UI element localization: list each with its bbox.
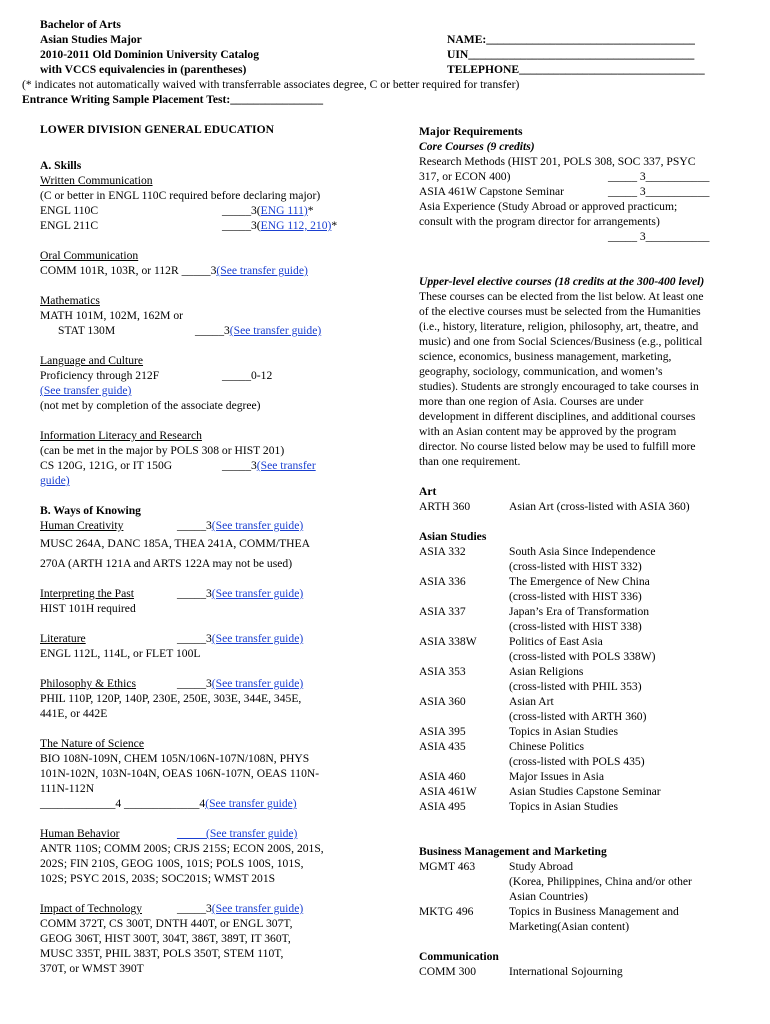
transfer-link[interactable]: (See transfer guide) — [216, 264, 308, 277]
course-row: MKTG 496 Topics in Business Management and Marketing(Asian content) — [419, 905, 679, 933]
written-row-2: ENGL 211C _____3( ENG 112, 210) * — [40, 219, 338, 232]
science-title: The Nature of Science — [40, 737, 144, 750]
written-note: (C or better in ENGL 110C required before declaring major) — [40, 189, 321, 202]
course-row: COMM 300 International Sojourning — [419, 965, 623, 978]
written-row-1: ENGL 110C _____3( ENG 111) * — [40, 204, 314, 217]
elective-description: These courses can be elected from the list below. At least one of the elective courses must be selected from the Humanities (i.e., history, literature, religion, philosophy, art, theatre, and music) and one from Social Sciences/Business (e.g., political science, economics, business management, marketing, geography, sociology, communication, and women’s studies). Students are strongly encouraged to take courses in more than one region of Asia. Courses are under development in different disciplines, and additional courses with an Asian content may be approved by the program director. No course listed below may be used to fulfill more than one requirement. — [419, 290, 704, 468]
technology-title: Impact of Technology — [40, 902, 142, 915]
transfer-link[interactable]: (See transfer — [256, 459, 316, 472]
header-left — [40, 17, 259, 77]
transfer-link[interactable]: (See transfer guide) — [211, 632, 304, 645]
behavior-title: Human Behavior — [40, 827, 120, 840]
skills-heading: A. Skills — [40, 159, 82, 172]
info-literacy-title: Information Literacy and Research — [40, 429, 202, 442]
major-requirements-title: Major Requirements — [419, 125, 523, 138]
course-row: ASIA 332 South Asia Since Independence (cross-listed with HIST 332) — [419, 545, 656, 573]
creativity-title: Human Creativity — [40, 519, 124, 532]
placement-test[interactable]: Entrance Writing Sample Placement Test:________________ — [22, 93, 323, 106]
literature-title: Literature — [40, 632, 86, 645]
course-row: ASIA 360 Asian Art (cross-listed with ARTH 360) — [419, 695, 647, 723]
transfer-link[interactable]: (See transfer guide) — [211, 677, 304, 690]
course-row: ARTH 360 Asian Art (cross-listed with ASIA 360) — [419, 500, 690, 513]
written-title: Written Communication — [40, 174, 153, 187]
major-title: Asian Studies Major — [40, 33, 142, 46]
course-row: ASIA 495 Topics in Asian Studies — [419, 800, 619, 813]
transfer-link[interactable]: (See transfer guide) — [205, 797, 297, 810]
language-title: Language and Culture — [40, 354, 144, 367]
math-row: STAT 130M _____3 (See transfer guide) — [58, 324, 322, 337]
degree-title: Bachelor of Arts — [40, 18, 121, 31]
course-row: MGMT 463 Study Abroad (Korea, Philippines, China and/or other Asian Countries) — [419, 860, 692, 903]
transfer-link[interactable]: (See transfer guide) — [205, 827, 298, 840]
lower-division-title: LOWER DIVISION GENERAL EDUCATION — [40, 123, 274, 136]
transfer-link[interactable]: (See transfer guide) — [229, 324, 322, 337]
communication-title: Communication — [419, 950, 499, 963]
transfer-link[interactable]: (See transfer guide) — [211, 902, 304, 915]
transfer-link[interactable]: ENG 111) — [260, 204, 308, 217]
oral-row: COMM 101R, 103R, or 112R _____3 (See transfer guide) — [40, 264, 308, 277]
core-blank[interactable]: _____ 3___________ — [608, 185, 710, 198]
transfer-link[interactable]: (See transfer guide) — [211, 587, 304, 600]
transfer-link[interactable]: (See transfer guide) — [40, 384, 132, 397]
ways-heading: B. Ways of Knowing — [40, 504, 141, 517]
right-column: Major Requirements Core Courses (9 credits) Research Methods (HIST 201, POLS 308, SOC 337, PSYC 317, or ECON 400) _____ 3___________ ASIA 461W Capstone Seminar _____ 3___________ Asia Experience (Study Abroad or approved practicum; consult with the program director for arrangements) _____ 3___________ Upper-level elective courses (18 credits at the 300-400 level) These courses can be elected from the list below. At least one of the elective courses must be selected from the Humanities (i.e., history, literature, religion, philosophy, art, theatre, and music) and one from Social Sciences/Business (e.g., political science, economics, business management, marketing, geography, sociology, communication, and women’s studies). Students are strongly encouraged to take courses in more than one region of Asia. Courses are under development in different disciplines, and additional courses with an Asian content may be approved by the program director. No course listed below may be used to fulfill more than one requirement. Art ARTH 360 Asian Art (cross-listed with ASIA 360) Asian Studies ASIA 332 South Asia Since Independence (cross-listed with HIST 332) ASIA 336 The Emergence of New China (cross-listed with HIST 336) ASIA 337 Japan’s Era of Transformation (cross-listed with HIST 338) ASIA 338W Politics of East Asia (cross-listed with POLS 338W) ASIA 353 Asian Religions (cross-listed with PHIL 353) ASIA 360 Asian Art (cross-listed with ARTH 360) ASIA 395 Topics in Asian Studies ASIA 435 Chinese Politics (cross-listed with POLS 435) ASIA 460 Major Issues in Asia ASIA 461W Asian Studies Capstone Seminar ASIA 495 Topics in Asian Studies Business Management and Marketing MGMT 463 Study Abroad (Korea, Philippines, China and/or other Asian Countries) MKTG 496 Topics in Business Management and Marketing(Asian content) Communication COMM 300 International Sojourning — [419, 124, 749, 979]
vccs-note: with VCCS equivalencies in (parentheses) — [40, 63, 247, 76]
art-title: Art — [419, 485, 437, 498]
transfer-link[interactable]: guide) — [40, 474, 70, 487]
course-row: ASIA 337 Japan’s Era of Transformation (cross-listed with HIST 338) — [419, 605, 650, 633]
course-row: ASIA 461W Asian Studies Capstone Seminar — [419, 785, 661, 798]
course-row: ASIA 336 The Emergence of New China (cross-listed with HIST 336) — [419, 575, 650, 603]
course-row: ASIA 435 Chinese Politics (cross-listed with POLS 435) — [419, 740, 645, 768]
transfer-link[interactable]: ENG 112, 210) — [260, 219, 332, 232]
transfer-link[interactable]: (See transfer guide) — [211, 519, 304, 532]
course-row: ASIA 460 Major Issues in Asia — [419, 770, 604, 783]
name-field[interactable]: NAME:____________________________________ — [447, 33, 695, 46]
core-blank[interactable]: _____ 3___________ — [608, 170, 710, 183]
course-row: ASIA 338W Politics of East Asia (cross-listed with POLS 338W) — [419, 635, 656, 663]
catalog-title: 2010-2011 Old Dominion University Catalog — [40, 48, 260, 61]
core-blank[interactable]: _____ 3___________ — [608, 230, 710, 243]
elective-title: Upper-level elective courses (18 credits at the 300-400 level) — [419, 275, 705, 288]
course-row: ASIA 353 Asian Religions (cross-listed with PHIL 353) — [419, 665, 642, 693]
uin-field[interactable]: UIN_______________________________________ — [447, 48, 695, 61]
course-row: ASIA 395 Topics in Asian Studies — [419, 725, 619, 738]
oral-title: Oral Communication — [40, 249, 139, 262]
transfer-note: (* indicates not automatically waived with transferrable associates degree, C or better required for transfer) — [22, 78, 520, 91]
asian-studies-title: Asian Studies — [419, 530, 487, 543]
telephone-field[interactable]: TELEPHONE________________________________ — [447, 63, 705, 76]
past-title: Interpreting the Past — [40, 587, 135, 600]
left-column: LOWER DIVISION GENERAL EDUCATION A. Skills Written Communication (C or better in ENGL 110C required before declaring major) ENGL 110C _____3( ENG 111) * ENGL 211C _____3( ENG 112, 210) * Oral Communication COMM 101R, 103R, or 112R _____3 (See transfer guide) Mathematics MATH 101M, 102M, 162M or STAT 130M _____3 (See transfer guide) Language and Culture Proficiency through 212F _____0-12 (See transfer guide) (not met by completion of the associate degree) Information Literacy and Research (can be met in the major by POLS 308 or HIST 201) CS 120G, 121G, or IT 150G _____3 (See transfer guide) B. Ways of Knowing Human Creativity _____3 (See transfer guide) MUSC 264A, DANC 185A, THEA 241A, COMM/THEA 270A (ARTH 121A and ARTS 122A may not be used) Interpreting the Past _____3 (See transfer guide) HIST 101H required Literature _____3 (See transfer guide) ENGL 112L, 114L, or FLET 100L Philosophy & Ethics _____3 (See transfer guide) PHIL 110P, 120P, 140P, 230E, 250E, 303E, 344E, 345E, 441E, or 442E The Nature of Science BIO 108N-109N, CHEM 105N/106N-107N/108N, PHYS 101N-102N, 103N-104N, OEAS 106N-107N, OEAS 110N- 111N-112N _____________4 _____________4 (See transfer guide) Human Behavior _____ (See transfer guide) ANTR 110S; COMM 200S; CRJS 215S; ECON 200S, 201S, 202S; FIN 210S, GEOG 100S, 101S; POLS 100S, 101S, 102S; PSYC 201S, 203S; SOC201S; WMST 201S Impact of Technology _____3 (See transfer guide) COMM 372T, CS 300T, DNTH 440T, or ENGL 307T, GEOG 306T, HIST 300T, 304T, 386T, 389T, IT 360T, MUSC 335T, PHIL 383T, POLS 350T, STEM 110T, 370T, or WMST 390T — [40, 122, 400, 976]
math-title: Mathematics — [40, 294, 100, 307]
business-title: Business Management and Marketing — [419, 845, 607, 858]
philosophy-title: Philosophy & Ethics — [40, 677, 136, 690]
header-right — [447, 32, 705, 77]
core-courses-title: Core Courses (9 credits) — [419, 140, 535, 153]
